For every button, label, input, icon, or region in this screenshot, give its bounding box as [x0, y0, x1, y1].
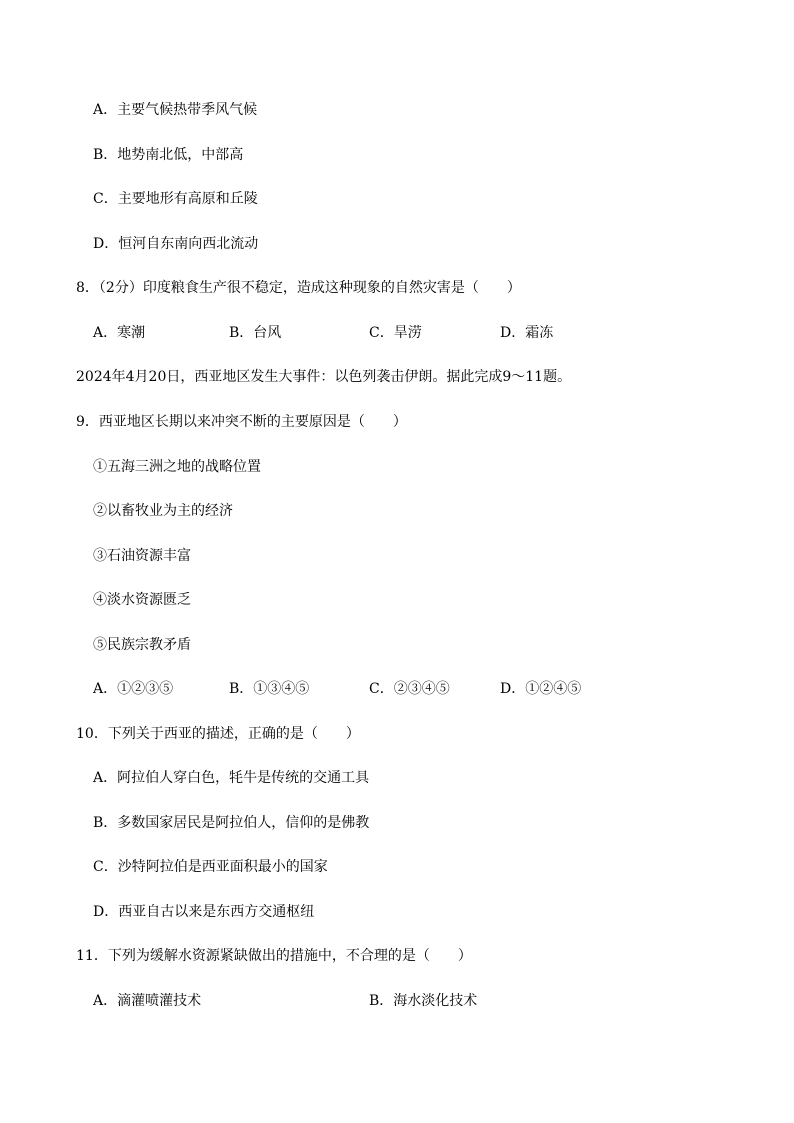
q9-item-2: ②以畜牧业为主的经济 — [93, 503, 233, 519]
q10-option-a: A．阿拉伯人穿白色，牦牛是传统的交通工具 — [93, 770, 370, 786]
q10-option-c: C．沙特阿拉伯是西亚面积最小的国家 — [93, 859, 328, 875]
q7-option-c: C．主要地形有高原和丘陵 — [93, 191, 258, 207]
q8-option-c: C．旱涝 — [369, 325, 422, 341]
q9-stem: 9．西亚地区长期以来冲突不断的主要原因是（ ） — [76, 414, 407, 430]
q7-option-d: D．恒河自东南向西北流动 — [93, 236, 259, 252]
q8-option-b: B．台风 — [229, 325, 282, 341]
q11-option-b: B．海水淡化技术 — [369, 993, 478, 1009]
q9-option-a: A．①②③⑤ — [93, 681, 174, 697]
passage-intro: 2024年4月20日，西亚地区发生大事件：以色列袭击伊朗。据此完成9～11题。 — [76, 369, 572, 385]
q10-stem: 10．下列关于西亚的描述，正确的是（ ） — [76, 726, 360, 742]
q9-option-d: D．①②④⑤ — [500, 681, 582, 697]
q10-option-d: D．西亚自古以来是东西方交通枢纽 — [93, 904, 315, 920]
q10-option-b: B．多数国家居民是阿拉伯人，信仰的是佛教 — [93, 815, 370, 831]
q9-option-c: C．②③④⑤ — [369, 681, 450, 697]
q9-item-5: ⑤民族宗教矛盾 — [93, 637, 191, 653]
q11-stem: 11．下列为缓解水资源紧缺做出的措施中，不合理的是（ ） — [76, 948, 472, 964]
q8-option-a: A．寒潮 — [93, 325, 146, 341]
q9-item-3: ③石油资源丰富 — [93, 548, 191, 564]
q9-item-1: ①五海三洲之地的战略位置 — [93, 459, 261, 475]
q7-option-a: A．主要气候热带季风气候 — [93, 102, 258, 118]
q7-option-b: B．地势南北低，中部高 — [93, 147, 244, 163]
q9-item-4: ④淡水资源匮乏 — [93, 592, 191, 608]
q8-stem: 8．（2分）印度粮食生产很不稳定，造成这种现象的自然灾害是（ ） — [76, 280, 521, 296]
q11-option-a: A．滴灌喷灌技术 — [93, 993, 202, 1009]
q9-option-b: B．①③④⑤ — [229, 681, 310, 697]
q8-option-d: D．霜冻 — [500, 325, 554, 341]
